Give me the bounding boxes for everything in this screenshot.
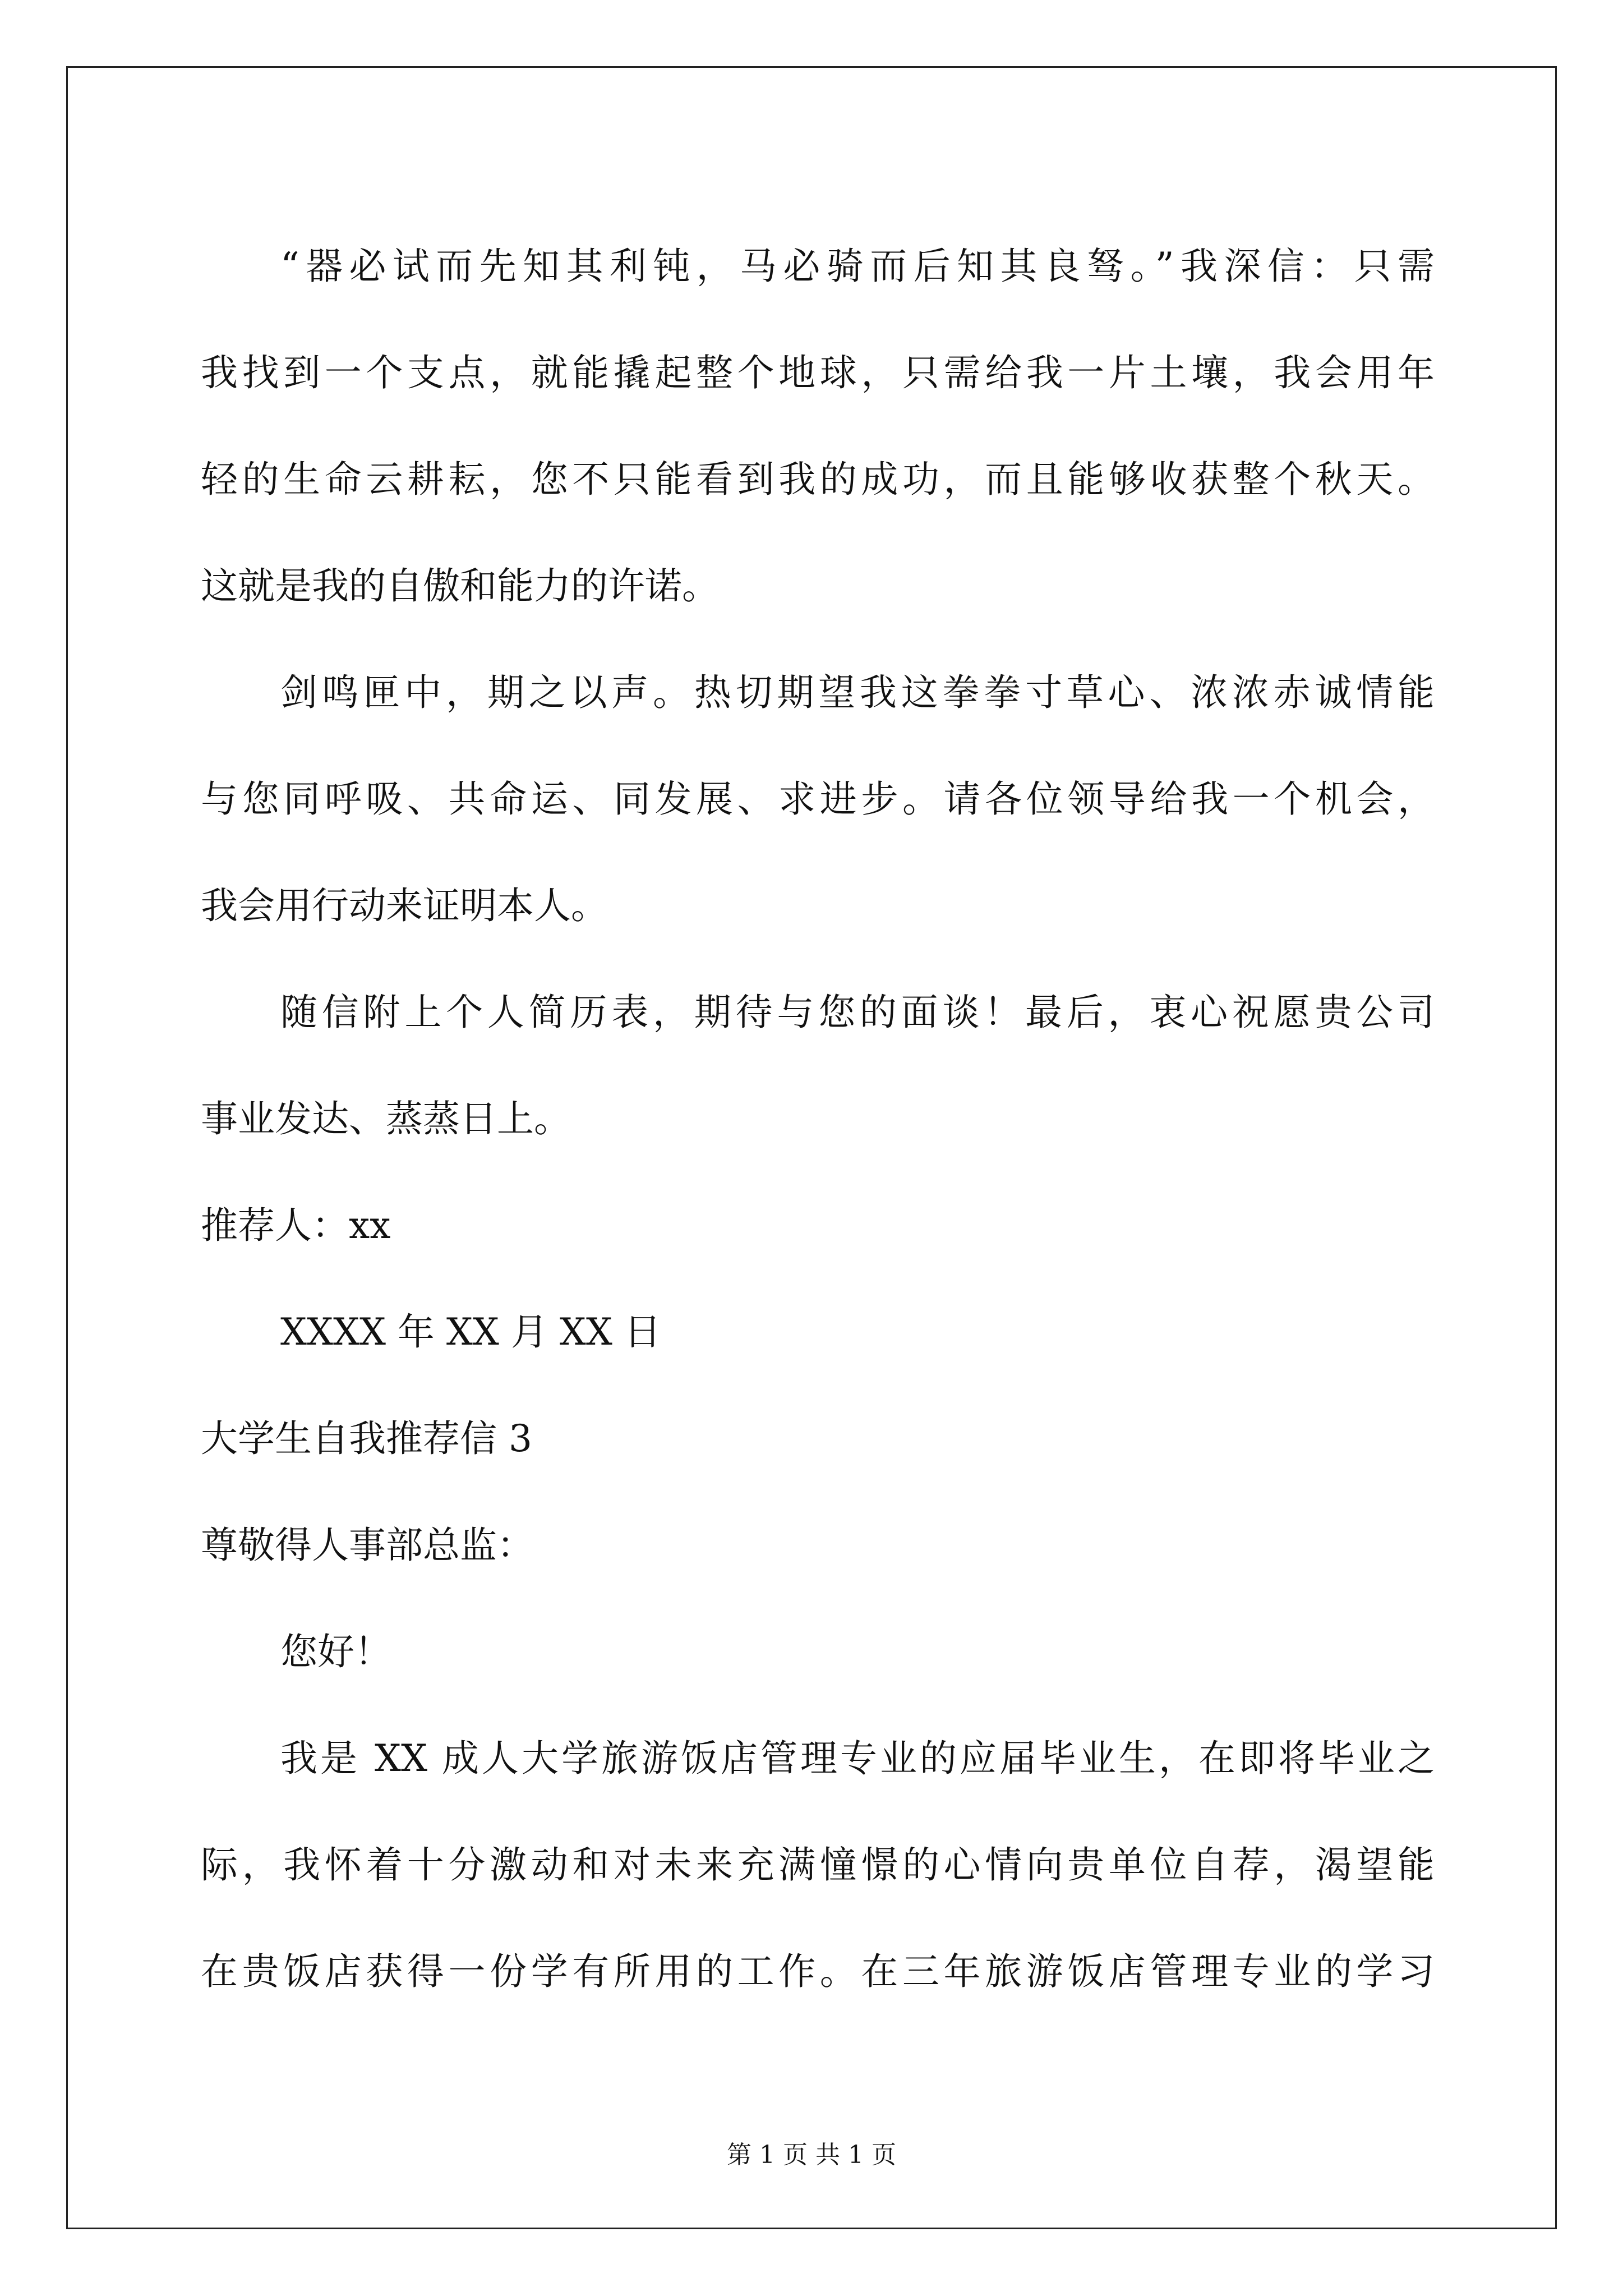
text-line: 事业发达、蒸蒸日上。 (201, 1097, 571, 1140)
text-line: 我是 XX 成人大学旅游饭店管理专业的应届毕业生，在即将毕业之 (280, 1737, 1435, 1780)
text-line: 这就是我的自傲和能力的许诺。 (201, 564, 719, 608)
text-line: 我找到一个支点，就能撬起整个地球，只需给我一片土壤，我会用年 (201, 351, 1435, 394)
recommender-line: 推荐人：xx (201, 1204, 391, 1247)
text-line: “器必试而先知其利钝，马必骑而后知其良驽。”我深信：只需 (280, 245, 1435, 288)
text-line: 我会用行动来证明本人。 (201, 884, 608, 927)
document-body (201, 213, 1435, 2025)
section-title: 大学生自我推荐信 3 (201, 1417, 532, 1460)
text-line: 际，我怀着十分激动和对未来充满憧憬的心情向贵单位自荐，渴望能 (201, 1843, 1435, 1887)
text-line: 随信附上个人简历表，期待与您的面谈！最后，衷心祝愿贵公司 (280, 991, 1435, 1034)
text-line: 剑鸣匣中，期之以声。热切期望我这拳拳寸草心、浓浓赤诚情能 (280, 671, 1435, 714)
greeting-line: 您好！ (280, 1630, 391, 1673)
date-line: XXXX 年 XX 月 XX 日 (280, 1310, 661, 1354)
text-line: 轻的生命云耕耘，您不只能看到我的成功，而且能够收获整个秋天。 (201, 458, 1435, 501)
page-footer: 第 1 页 共 1 页 (727, 2141, 896, 2169)
text-line: 在贵饭店获得一份学有所用的工作。在三年旅游饭店管理专业的学习 (201, 1950, 1435, 1993)
text-line: 与您同呼吸、共命运、同发展、求进步。请各位领导给我一个机会， (201, 777, 1435, 821)
salutation-line: 尊敬得人事部总监： (201, 1524, 534, 1567)
